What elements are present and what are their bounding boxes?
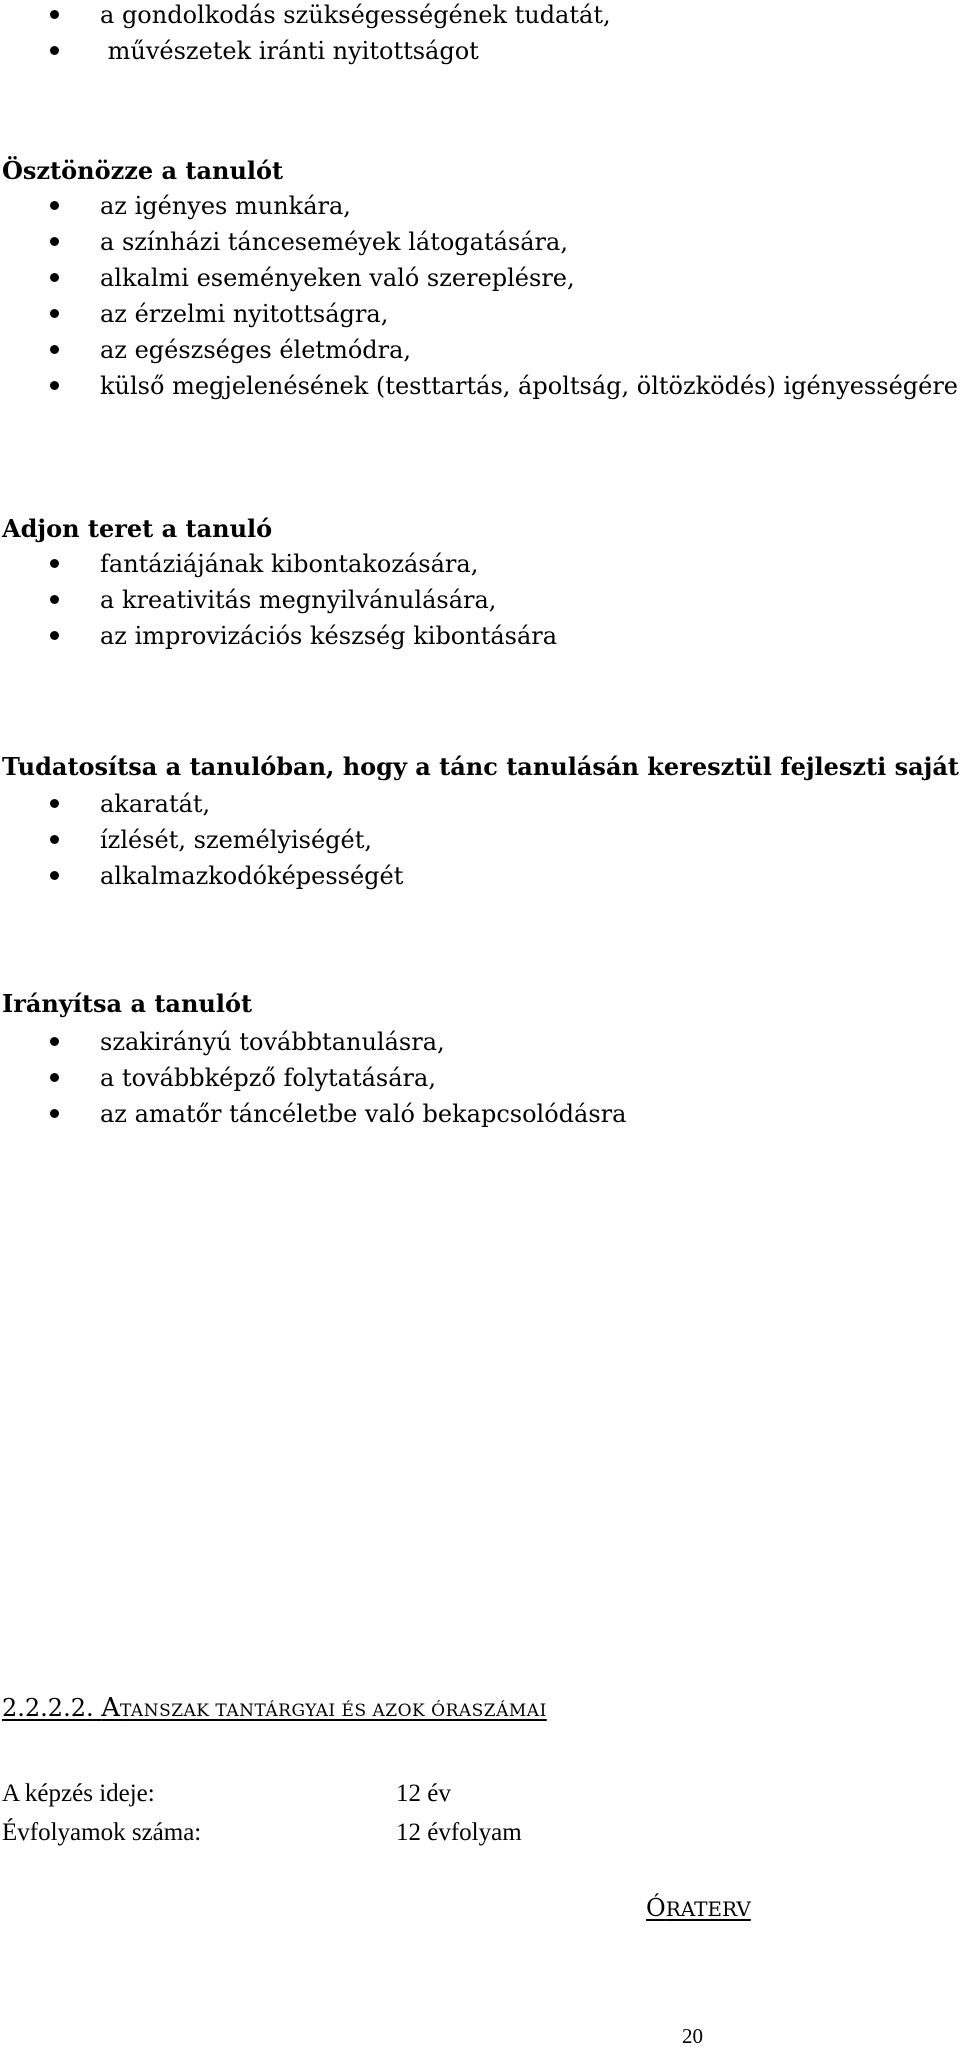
bullet-icon	[50, 10, 59, 19]
bullet-icon	[50, 1109, 59, 1118]
list-item	[0, 1096, 626, 1132]
list-item-text: az improvizációs készség kibontására	[100, 622, 558, 650]
list-item-text: a színházi tánceseméyek látogatására,	[100, 228, 568, 256]
list-item	[0, 1060, 626, 1096]
bullet-icon	[50, 835, 59, 844]
section-heading-iranyitsa: Irányítsa a tanulót	[2, 989, 253, 1018]
section-heading-osztonozze: Ösztönözze a tanulót	[2, 156, 284, 185]
section-heading-adjon: Adjon teret a tanuló	[2, 514, 273, 543]
list-item	[0, 822, 403, 858]
list-item	[0, 618, 557, 654]
info-row-kepzes-ideje	[2, 1775, 702, 1813]
list-item	[0, 0, 611, 33]
list-tudatositsa	[0, 786, 403, 894]
list-item	[0, 260, 958, 296]
list-item	[0, 858, 403, 894]
oraterv-heading	[646, 1890, 751, 1927]
bullet-icon	[50, 309, 59, 318]
oraterv-text: RATERV	[665, 1897, 751, 1921]
list-iranyitsa	[0, 1024, 626, 1132]
list-item-text: ízlését, személyiségét,	[100, 826, 373, 854]
list-item-text: szakirányú továbbtanulásra,	[100, 1028, 445, 1056]
section-heading-tudatositsa: Tudatosítsa a tanulóban, hogy a tánc tanulásán keresztül fejleszti saját	[2, 752, 959, 781]
list-item-text: művészetek iránti nyitottságot	[100, 37, 479, 65]
bullet-icon	[50, 273, 59, 282]
list-item	[0, 582, 557, 618]
list-item	[0, 368, 958, 404]
bullet-icon	[50, 46, 59, 55]
info-label: Évfolyamok száma:	[2, 1819, 202, 1846]
list-item	[0, 1024, 626, 1060]
list-item	[0, 332, 958, 368]
list-osztonozze	[0, 188, 958, 404]
list-item-text: a kreativitás megnyilvánulására,	[100, 586, 497, 614]
list-item	[0, 224, 958, 260]
list-item	[0, 786, 403, 822]
list-item	[0, 546, 557, 582]
list-item-text: külső megjelenésének (testtartás, ápoltság, öltözködés) igényességére	[100, 372, 959, 400]
info-value: 12 év	[396, 1780, 451, 1807]
list-item-text: az egészséges életmódra,	[100, 336, 412, 364]
page-number: 20	[682, 2024, 703, 2048]
section-title-tanszak	[2, 1690, 547, 1729]
list-item	[0, 296, 958, 332]
oraterv-initial: Ó	[646, 1894, 666, 1922]
list-adjon	[0, 546, 557, 654]
bullet-icon	[50, 631, 59, 640]
bullet-icon	[50, 381, 59, 390]
list-item-text: alkalmazkodóképességét	[100, 862, 404, 890]
list-item-text: akaratát,	[100, 790, 211, 818]
list-item-text: az igényes munkára,	[100, 192, 351, 220]
section-title-initial: A	[101, 1693, 121, 1723]
list-item-text: a gondolkodás szükségességének tudatát,	[100, 1, 611, 29]
bullet-icon	[50, 237, 59, 246]
info-row-evfolyamok-szama	[2, 1814, 702, 1852]
bullet-icon	[50, 595, 59, 604]
list-top	[0, 0, 611, 69]
list-item	[0, 188, 958, 224]
list-item-text: a továbbképző folytatására,	[100, 1064, 436, 1092]
list-item-text: az érzelmi nyitottságra,	[100, 300, 389, 328]
bullet-icon	[50, 345, 59, 354]
info-label: A képzés ideje:	[2, 1780, 155, 1807]
list-item-text: fantáziájának kibontakozására,	[100, 550, 479, 578]
section-number: 2.2.2.2.	[2, 1694, 94, 1722]
list-item-text: alkalmi eseményeken való szereplésre,	[100, 264, 575, 292]
bullet-icon	[50, 201, 59, 210]
list-item	[0, 33, 611, 69]
list-item-text: az amatőr táncéletbe való bekapcsolódásra	[100, 1100, 627, 1128]
bullet-icon	[50, 1073, 59, 1082]
bullet-icon	[50, 799, 59, 808]
bullet-icon	[50, 559, 59, 568]
section-title-text: TANSZAK TANTÁRGYAI ÉS AZOK ÓRASZÁMAI	[120, 1701, 547, 1721]
info-value: 12 évfolyam	[396, 1819, 522, 1846]
bullet-icon	[50, 1037, 59, 1046]
bullet-icon	[50, 871, 59, 880]
